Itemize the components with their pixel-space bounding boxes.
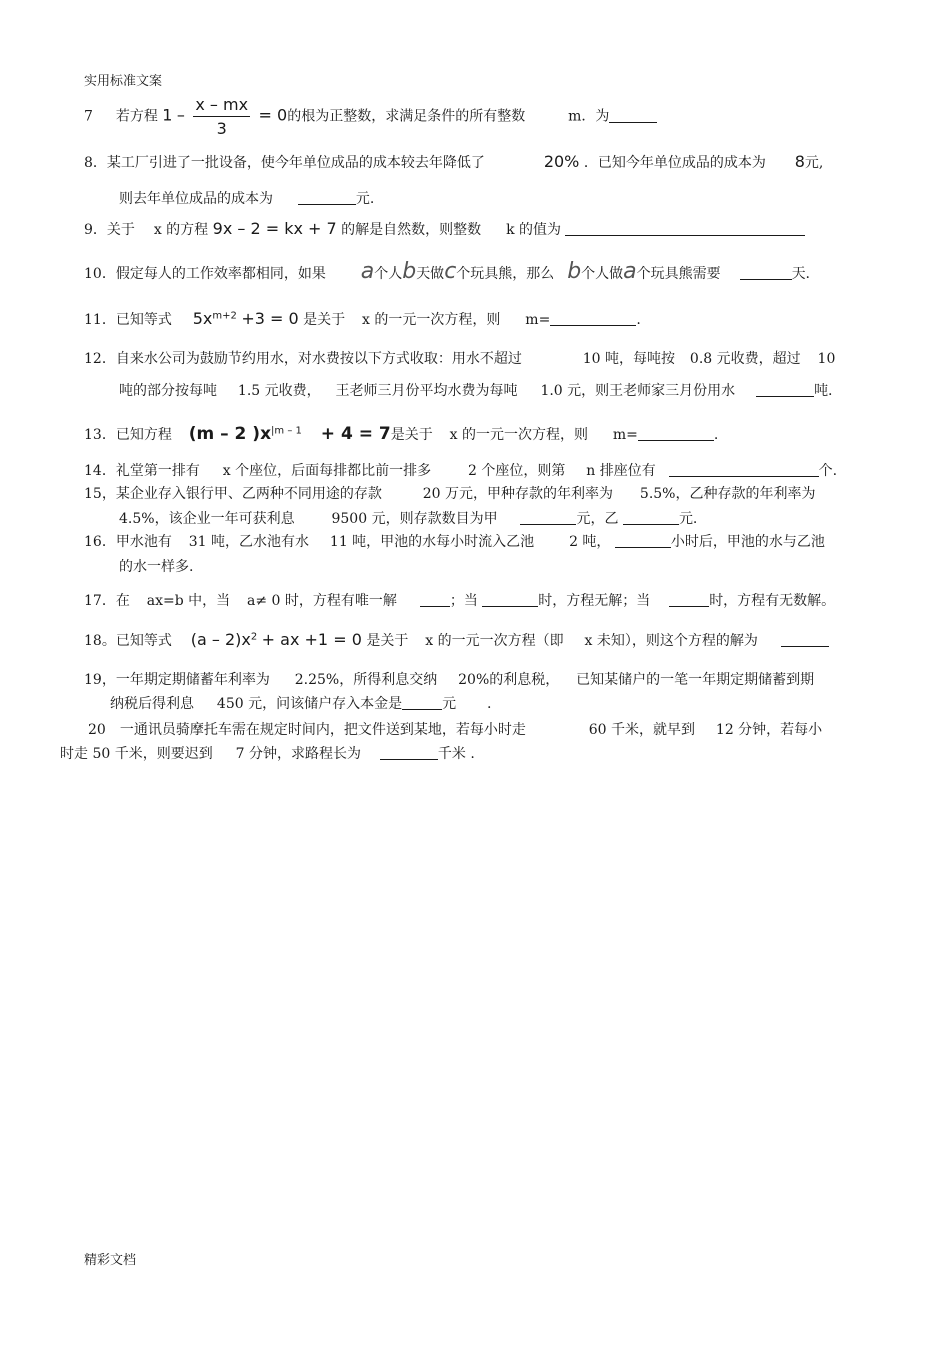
q19-text-a: 19，一年期定期储蓄年利率为 [84,672,270,688]
question-19-line-1 [84,669,814,689]
question-16-line-1 [84,531,825,551]
q7-text-a: 若方程 [115,108,158,125]
q19-value-4: 450 元，问该储户存入本金是 [216,696,403,712]
q10-text-e: 个人做 [581,266,624,282]
q14-text-d: n 排座位有 [586,463,656,479]
question-7 [84,95,657,138]
q7-equals: = 0 [258,105,288,125]
q13-equation-right: + 4 = 7 [320,424,391,444]
question-8-line-2 [119,188,374,208]
question-11 [84,309,641,329]
q7-fraction [193,95,250,138]
q17-blank-3 [669,592,709,607]
q18-blank [781,632,829,647]
q10-var-a: a [360,259,375,284]
page-header: 实用标准文案 [84,74,163,89]
q12-value-2: 0.8 元收费，超过 [689,351,801,367]
question-12-line-1 [84,348,835,368]
q11-text-m: m= [525,312,551,328]
q15-value-3: 9500 元，则存款数目为甲 [331,511,498,527]
q9-equation: 9x – 2 = kx + 7 [212,219,337,238]
q18-text-b: 是关于 [366,633,409,649]
q10-text-d: 个玩具熊，那么 [456,266,555,282]
q20-line2-text-a: 时走 50 千米，则要迟到 [60,746,213,762]
q12-value-3: 10 [817,351,836,367]
q10-text-b: 个人 [374,266,403,282]
q17-blank-1 [420,592,450,607]
q19-value-3: 已知某储户的一笔一年期定期储蓄到期 [576,672,815,688]
q8-text-c: 元, [804,155,824,171]
q8-blank [298,190,356,205]
q7-number: 7 [84,108,93,125]
q8-value: 8 [794,152,805,171]
question-17 [84,590,835,610]
q8-line2-text-a: 则去年单位成品的成本为 [119,191,273,207]
question-18 [84,630,829,650]
q20-value-3: 7 分钟，求路程长为 [235,746,361,762]
q13-text-x: x 的一元一次方程，则 [449,427,588,443]
q11-text-b: 是关于 [303,312,346,328]
q17-text-b: ax=b 中，当 [146,593,231,609]
q13-text-m: m= [612,427,638,443]
q19-line2-text-a: 纳税后得利息 [110,696,194,712]
question-10 [84,259,810,284]
q15-value-2: 5.5%，乙种存款的年利率为 [639,486,816,502]
q17-blank-2 [482,592,538,607]
q11-end: . [636,312,641,328]
question-20-line-2 [60,743,475,763]
q14-text-c: 2 个座位，则第 [468,463,566,479]
q20-text-a: 20 一通讯员骑摩托车需在规定时间内，把文件送到某地，若每小时走 [88,722,526,738]
q15-line2-text-b: 元，乙 [576,511,619,527]
q12-value-1: 10 吨，每吨按 [582,351,675,367]
q18-text-c: x 的一元一次方程（即 [425,633,564,649]
q18-equation-right: + ax +1 = 0 [261,630,362,649]
q16-value-2: 11 吨，甲池的水每小时流入乙池 [329,534,535,550]
q11-blank [550,311,636,326]
q12-value-4: 1.5 元收费， [237,383,321,399]
q19-value-2: 20%的利息税， [458,672,560,688]
q18-exponent: 2 [250,631,258,643]
q12-line2-text-c: 吨. [814,383,833,399]
q13-exponent: |m – 1 [271,425,302,437]
question-16-line-2 [119,556,193,576]
q13-text-a: 13．已知方程 [84,427,172,443]
q10-text-g: 天. [791,266,811,282]
q20-blank [380,745,438,760]
q19-line2-text-b: 元 [442,696,457,712]
q12-line2-text-a: 吨的部分按每吨 [119,383,217,399]
question-15-line-2 [119,508,697,528]
q7-blank [609,108,657,123]
q8-line2-text-b: 元. [355,191,375,207]
q15-blank-2 [623,510,679,525]
q18-equation-left: (a – 2)x [190,630,251,649]
q20-value-2: 12 分钟，若每小 [715,722,823,738]
q14-text-b: x 个座位，后面每排都比前一排多 [222,463,432,479]
q18-text-a: 18。已知等式 [84,633,172,649]
question-19-line-2 [110,693,491,713]
q10-blank [740,265,792,280]
q13-text-b: 是关于 [390,427,433,443]
q19-blank [402,695,442,710]
q14-blank [669,462,819,477]
q15-line2-text-c: 元. [678,511,698,527]
q9-text-x: x 的方程 [153,222,209,238]
q11-rest: +3 = 0 [241,309,299,328]
q7-text-b: 的根为正整数，求满足条件的所有整数 [287,108,526,125]
q13-blank [638,426,714,441]
q18-text-d: x 未知），则这个方程的解为 [584,633,758,649]
q13-end: . [713,427,719,443]
q9-text-b: 的解是自然数，则整数 [341,222,482,238]
question-15-line-1 [84,483,815,503]
q12-blank [756,382,814,397]
q7-numerator: x – mx [193,95,250,117]
q14-text-a: 14．礼堂第一排有 [84,463,200,479]
q12-line2-text-b: 王老师三月份平均水费为每吨 [335,383,518,399]
q10-text-f: 个玩具熊需要 [636,266,721,282]
q7-one: 1 [162,105,173,125]
q8-text-b: ．已知今年单位成品的成本为 [583,155,766,171]
q16-value-1: 31 吨，乙水池有水 [188,534,309,550]
q9-text-k: k 的值为 [506,222,562,238]
q12-value-5: 1.0 元，则王老师家三月份用水 [540,383,736,399]
q7-text-c: m．为 [568,108,610,125]
q10-text-c: 天做 [416,266,445,282]
q17-text-f: 时，方程有无数解。 [709,593,836,609]
q17-text-e: 时，方程无解；当 [538,593,651,609]
q10-var-a2: a [623,259,637,284]
q17-text-d: ；当 [449,593,478,609]
q17-text-a: 17．在 [84,593,130,609]
q16-line2-text: 的水一样多. [119,559,194,575]
q16-text-b: 小时后，甲池的水与乙池 [670,534,825,550]
q16-blank [615,533,671,548]
q11-exponent: m+2 [212,310,237,322]
q8-percent: 20% [543,152,580,171]
page-footer: 精彩文档 [84,1253,137,1268]
q9-blank [565,221,805,236]
q7-minus: – [176,105,185,125]
q13-equation-left: (m – 2 )x [188,424,272,444]
q15-line2-text-a: 4.5%，该企业一年可获利息 [119,511,295,527]
q19-line2-text-c: . [486,696,492,712]
q10-var-c: c [444,259,457,284]
question-20-line-1 [88,719,822,739]
q8-text-a: 8．某工厂引进了一批设备，使今年单位成品的成本较去年降低了 [84,155,485,171]
q15-blank-1 [520,510,576,525]
q11-text-a: 11．已知等式 [84,312,172,328]
q11-text-x: x 的一元一次方程，则 [362,312,501,328]
q12-text-a: 12．自来水公司为鼓励节约用水，对水费按以下方式收取：用水不超过 [84,351,522,367]
q10-var-b2: b [567,259,582,284]
q9-text-a: 9．关于 [84,222,135,238]
q20-value-1: 60 千米，就早到 [588,722,695,738]
q20-line2-text-b: 千米 . [437,746,475,762]
q11-base: 5x [192,309,213,328]
q15-value-1: 20 万元，甲种存款的年利率为 [422,486,613,502]
q16-value-3: 2 吨， [569,534,611,550]
q19-value-1: 2.25%，所得利息交纳 [294,672,438,688]
question-13 [84,424,718,444]
q16-text-a: 16．甲水池有 [84,534,172,550]
question-9 [84,219,805,239]
question-14 [84,460,837,480]
q14-text-e: 个. [818,463,838,479]
q15-text-a: 15，某企业存入银行甲、乙两种不同用途的存款 [84,486,382,502]
q7-denominator: 3 [216,119,227,138]
q17-text-c: a≠ 0 时，方程有唯一解 [247,593,397,609]
question-12-line-2 [119,380,833,400]
q10-var-b: b [402,259,417,284]
question-8-line-1 [84,152,823,172]
q10-text-a: 10．假定每人的工作效率都相同，如果 [84,266,326,282]
